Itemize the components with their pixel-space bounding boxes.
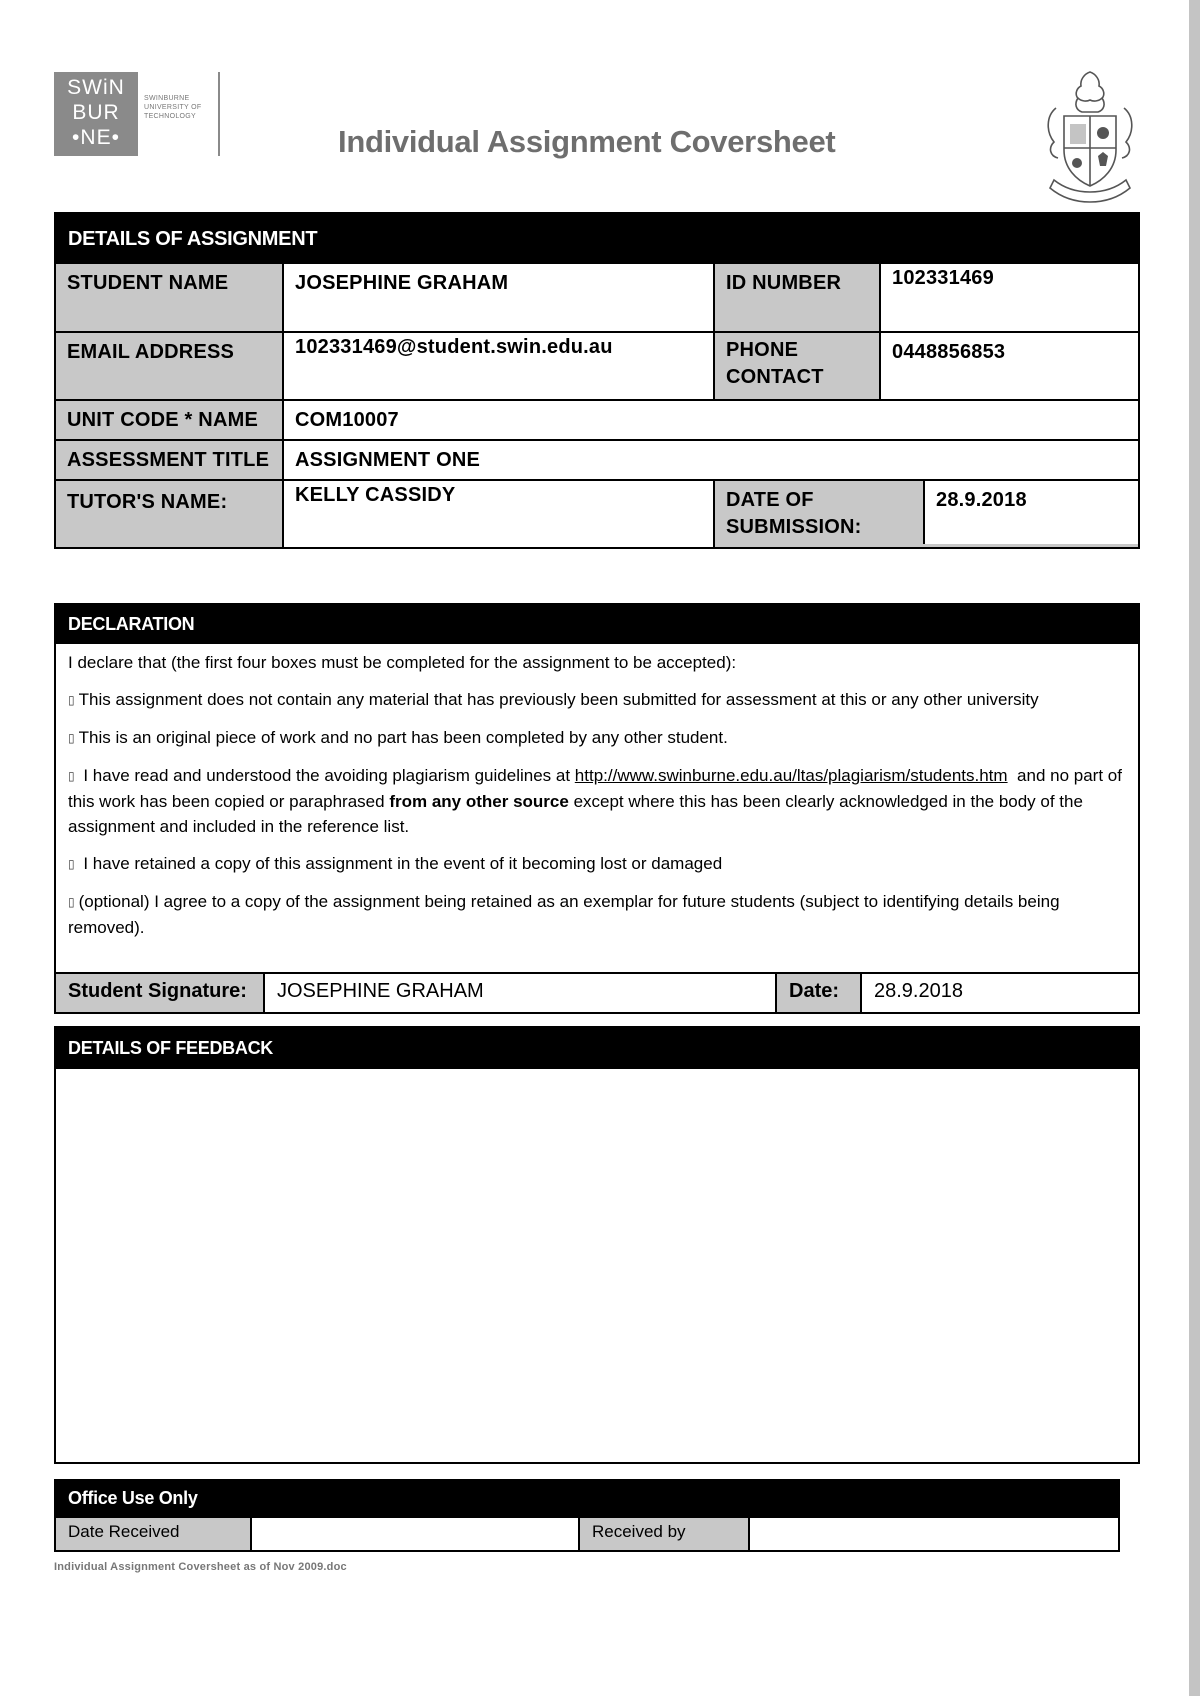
logo-mark: [54, 72, 138, 156]
signature-label: Student Signature:: [56, 974, 265, 1012]
id-number-value: 102331469: [880, 264, 1138, 332]
document-footer: Individual Assignment Coversheet as of Nov 2009.doc: [54, 1561, 347, 1573]
declaration-item-3-text-a: I have read and understood the avoiding plagiarism guidelines at: [83, 766, 571, 785]
office-use-section: [54, 1479, 1120, 1552]
row-email: [56, 332, 1138, 400]
logo-subtext: [144, 94, 201, 121]
row-assessment-title: [56, 440, 1138, 480]
logo-line-1: SWiN: [67, 76, 125, 99]
signature-value[interactable]: JOSEPHINE GRAHAM: [265, 974, 777, 1012]
logo-subtext-3: TECHNOLOGY: [144, 113, 197, 120]
logo-subtext-2: UNIVERSITY OF: [144, 104, 202, 111]
office-use-heading: Office Use Only: [56, 1479, 1118, 1518]
declaration-section: [54, 603, 1140, 1014]
declaration-item-3: [68, 763, 1126, 839]
submission-date-label: [715, 481, 923, 544]
signature-date-label: Date:: [777, 974, 862, 1012]
page-title: Individual Assignment Coversheet: [338, 124, 836, 159]
assessment-title-label: ASSESSMENT TITLE: [56, 440, 283, 480]
email-value: 102331469@student.swin.edu.au: [283, 332, 714, 400]
declaration-item-5-text: (optional) I agree to a copy of the assignment being retained as an exemplar for future students (subject to identifying details being removed).: [68, 892, 1060, 937]
unit-code-value: COM10007: [283, 400, 1138, 440]
tutor-name-label: TUTOR'S NAME:: [56, 480, 283, 547]
logo-divider: [218, 72, 220, 156]
declaration-item-1-text: This assignment does not contain any material that has previously been submitted for assessment at this or any other university: [78, 690, 1039, 709]
details-table: [56, 264, 1138, 547]
received-by-label: Received by: [580, 1518, 750, 1550]
checkbox-icon[interactable]: ▯: [68, 731, 75, 745]
feedback-heading: DETAILS OF FEEDBACK: [56, 1028, 1138, 1069]
checkbox-icon[interactable]: ▯: [68, 769, 75, 783]
unit-code-label: UNIT CODE * NAME: [56, 400, 283, 440]
university-crest-icon: [1042, 68, 1138, 210]
phone-label: [714, 332, 880, 400]
row-student-name: [56, 264, 1138, 332]
email-label: EMAIL ADDRESS: [56, 332, 283, 400]
logo-line-2: BUR: [72, 101, 120, 124]
declaration-item-3-bold: from any other source: [389, 792, 569, 811]
submission-split: [715, 481, 1138, 544]
checkbox-icon[interactable]: ▯: [68, 857, 75, 871]
date-received-label: Date Received: [56, 1518, 252, 1550]
declaration-item-5: [68, 889, 1126, 940]
details-heading: DETAILS OF ASSIGNMENT: [56, 214, 1138, 264]
submission-cell: [714, 480, 1138, 547]
checkbox-icon[interactable]: ▯: [68, 895, 75, 909]
tutor-name-value: KELLY CASSIDY: [283, 480, 714, 547]
checkbox-icon[interactable]: ▯: [68, 693, 75, 707]
declaration-item-2: [68, 725, 1126, 751]
signature-row: [56, 972, 1138, 1012]
declaration-item-3-text-b: and no part of this work has been copied or paraphrased: [68, 766, 1122, 811]
declaration-item-2-text: This is an original piece of work and no part has been completed by any other student.: [78, 728, 728, 747]
declaration-item-3-text-c: except where this has been clearly acknowledged in the body of the assignment and included in the reference list.: [68, 792, 1083, 836]
id-number-label: ID NUMBER: [714, 264, 880, 332]
declaration-intro: I declare that (the first four boxes must be completed for the assignment to be accepted):: [68, 653, 737, 672]
student-name-value: JOSEPHINE GRAHAM: [283, 264, 714, 332]
swinburne-logo: [54, 72, 221, 156]
submission-date-label-line-2: SUBMISSION:: [726, 516, 862, 538]
page-side-scroll-edge: [1189, 0, 1200, 1696]
phone-label-line-2: CONTACT: [726, 366, 824, 388]
submission-date-value: 28.9.2018: [923, 481, 1138, 544]
submission-date-label-line-1: DATE OF: [726, 489, 814, 511]
declaration-body: [56, 644, 1138, 972]
signature-date-value[interactable]: 28.9.2018: [874, 980, 963, 1002]
date-received-value[interactable]: [252, 1518, 580, 1550]
row-unit-code: [56, 400, 1138, 440]
feedback-area[interactable]: [56, 1069, 1138, 1462]
declaration-heading: DECLARATION: [56, 605, 1138, 644]
phone-value: 0448856853: [880, 332, 1138, 400]
assessment-title-value: ASSIGNMENT ONE: [283, 440, 1138, 480]
declaration-item-1: [68, 687, 1126, 713]
logo-subtext-1: SWINBURNE: [144, 95, 190, 102]
plagiarism-guidelines-link[interactable]: http://www.swinburne.edu.au/ltas/plagiarism/students.htm: [574, 766, 1008, 785]
student-name-label: STUDENT NAME: [56, 264, 283, 332]
phone-label-line-1: PHONE: [726, 339, 799, 361]
received-by-value[interactable]: [750, 1518, 1118, 1550]
logo-line-3: •NE•: [72, 126, 120, 149]
details-of-assignment-section: [54, 212, 1140, 549]
declaration-item-4-text: I have retained a copy of this assignment in the event of it becoming lost or damaged: [83, 854, 723, 873]
feedback-section: [54, 1026, 1140, 1464]
declaration-item-4: [68, 851, 1126, 877]
office-use-row: [56, 1518, 1118, 1550]
row-tutor: [56, 480, 1138, 547]
